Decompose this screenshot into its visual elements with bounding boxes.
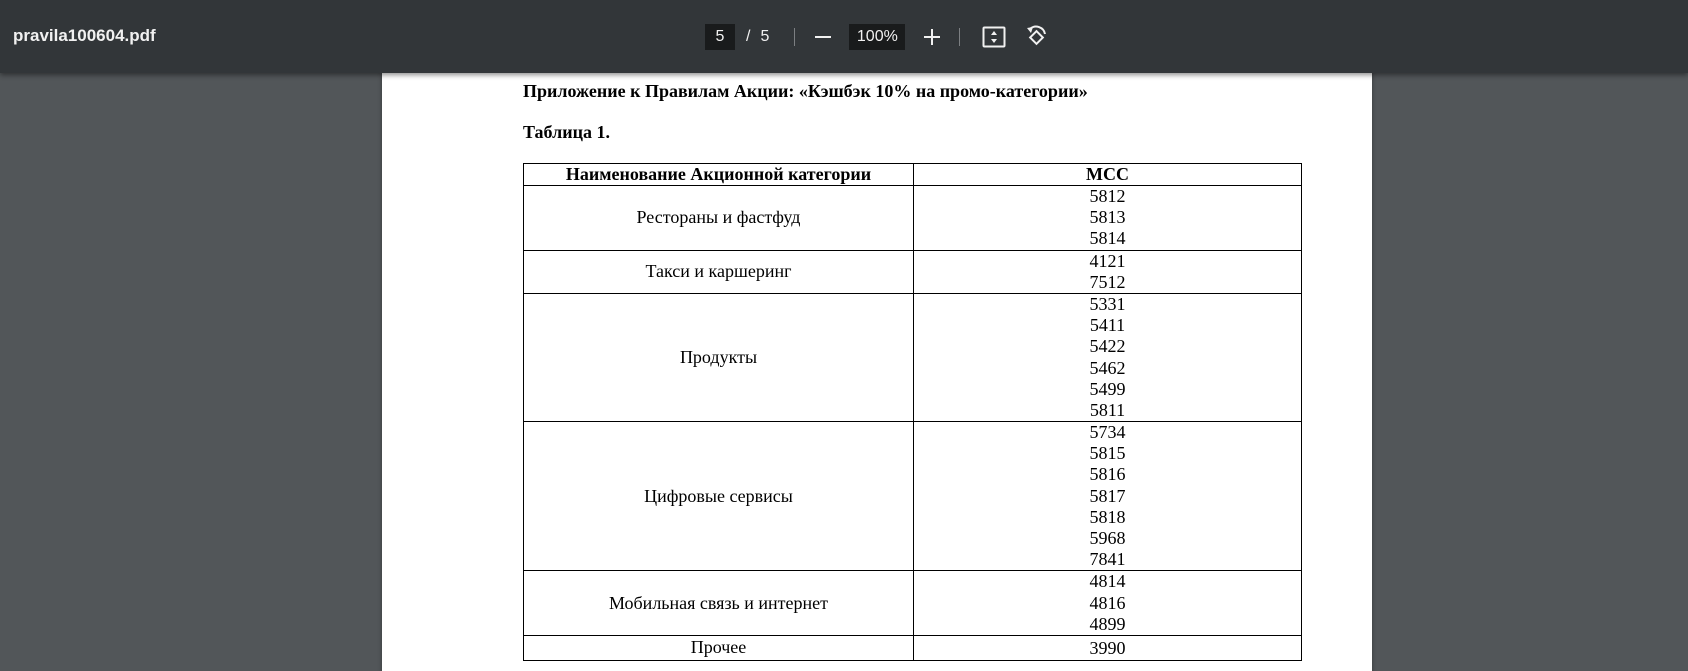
plus-icon (923, 28, 941, 46)
document-viewer[interactable] (0, 73, 1688, 671)
mcc-code: 5814 (1089, 228, 1126, 249)
mcc-code: 5818 (1089, 506, 1126, 527)
mcc-code: 5817 (1089, 485, 1126, 506)
category-cell: Мобильная связь и интернет (524, 571, 914, 636)
category-cell: Прочее (524, 635, 914, 660)
column-header-mcc: МСС (914, 164, 1302, 186)
rotate-button[interactable] (1022, 23, 1050, 51)
table-row (524, 250, 1302, 293)
rotate-icon (1024, 25, 1048, 49)
zoom-in-button[interactable] (918, 23, 946, 51)
mcc-code: 5734 (1089, 422, 1126, 443)
table-row (524, 571, 1302, 636)
appendix-heading: Приложение к Правилам Акции: «Кэшбэк 10% на промо-категории» (523, 81, 1088, 101)
zoom-out-button[interactable] (809, 23, 837, 51)
mcc-cell (914, 250, 1302, 293)
table-row (524, 293, 1302, 421)
table-header-row (524, 164, 1302, 186)
mcc-code: 5331 (1089, 293, 1126, 314)
toolbar-center-controls (705, 23, 1050, 51)
zoom-input[interactable] (849, 24, 905, 50)
mcc-cell (914, 422, 1302, 571)
toolbar-divider (794, 28, 795, 46)
category-cell: Рестораны и фастфуд (524, 186, 914, 251)
page-total: 5 (760, 28, 770, 45)
fit-page-button[interactable] (980, 23, 1008, 51)
mcc-table (523, 163, 1302, 661)
mcc-code: 5811 (1089, 399, 1126, 420)
mcc-code: 5422 (1089, 336, 1126, 357)
page-separator: / (746, 28, 751, 45)
mcc-code: 5499 (1089, 378, 1126, 399)
document-title: pravila100604.pdf (13, 26, 156, 45)
pdf-page (382, 73, 1372, 671)
mcc-code: 5813 (1089, 207, 1126, 228)
page-number-input[interactable] (705, 24, 735, 50)
mcc-cell (914, 293, 1302, 421)
table-row (524, 422, 1302, 571)
mcc-code: 5815 (1089, 443, 1126, 464)
mcc-code: 5812 (1089, 186, 1126, 206)
mcc-code: 4814 (1089, 571, 1126, 592)
mcc-code: 4121 (1089, 250, 1126, 271)
mcc-code: 7512 (1089, 271, 1126, 292)
mcc-code: 3990 (1089, 637, 1126, 658)
category-cell: Цифровые сервисы (524, 422, 914, 571)
mcc-cell (914, 635, 1302, 660)
minus-icon (814, 28, 832, 46)
table-caption: Таблица 1. (523, 122, 610, 142)
pdf-toolbar (0, 0, 1688, 73)
mcc-cell (914, 571, 1302, 636)
mcc-code: 4899 (1089, 613, 1126, 634)
mcc-code: 5816 (1089, 464, 1126, 485)
toolbar-divider (959, 28, 960, 46)
table-row (524, 635, 1302, 660)
category-cell: Продукты (524, 293, 914, 421)
column-header-category: Наименование Акционной категории (524, 164, 914, 186)
fit-page-icon (982, 26, 1006, 48)
mcc-cell (914, 186, 1302, 251)
category-cell: Такси и каршеринг (524, 250, 914, 293)
mcc-code: 5411 (1089, 315, 1126, 336)
table-row (524, 186, 1302, 251)
mcc-code: 5462 (1089, 357, 1126, 378)
mcc-code: 4816 (1089, 592, 1126, 613)
mcc-code: 7841 (1089, 549, 1126, 570)
mcc-code: 5968 (1089, 528, 1126, 548)
